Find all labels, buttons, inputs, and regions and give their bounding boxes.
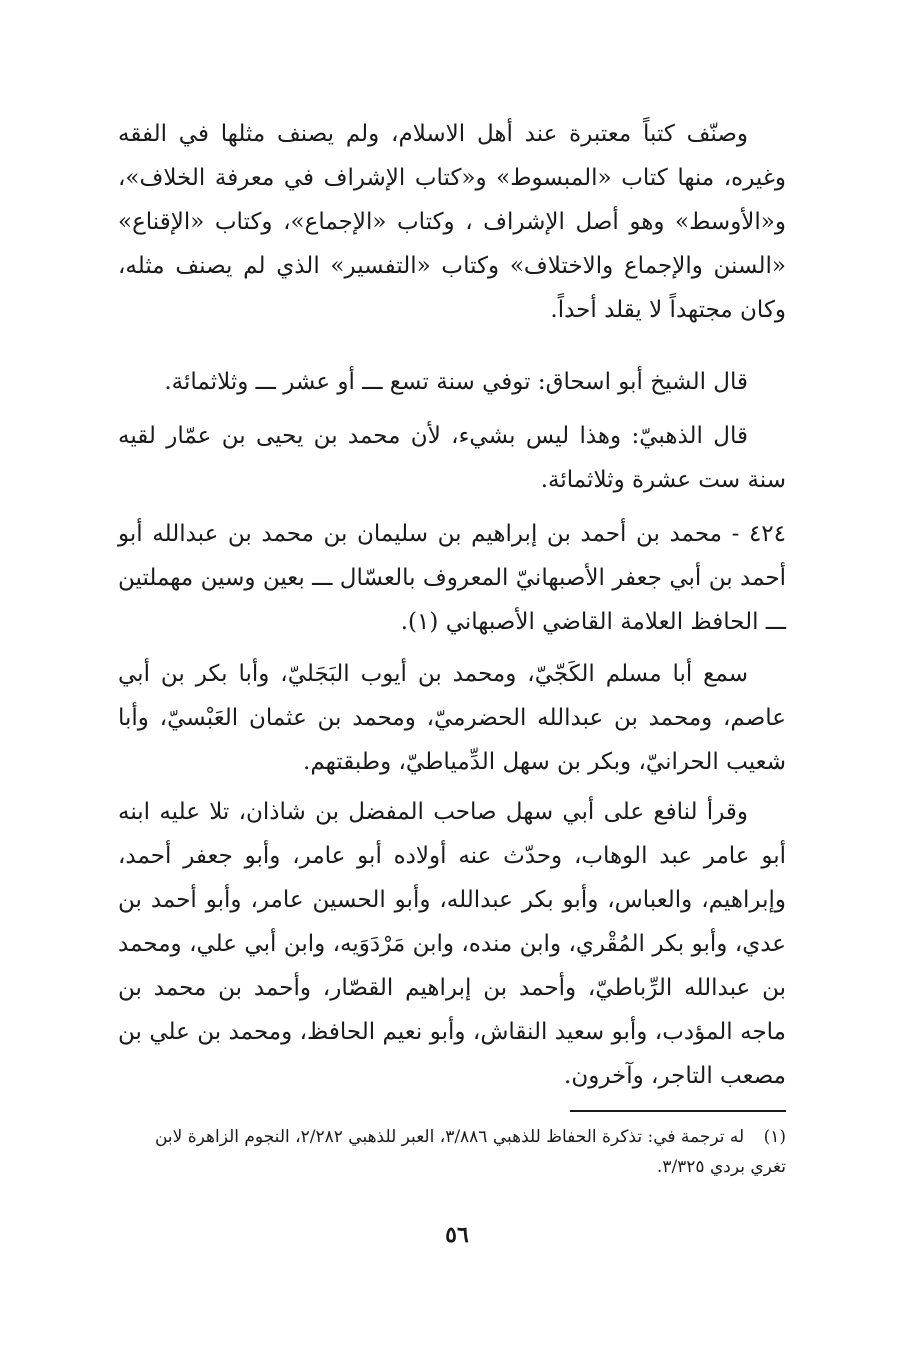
paragraph-teachers [118,652,786,784]
paragraph-author-works [118,112,786,332]
footnote-divider [570,1110,786,1112]
paragraph-dhahabi-comment [118,414,786,502]
paragraph-biography-entry [118,512,786,644]
footnote-text: له ترجمة في: تذكرة الحفاظ للذهبي ٣/٨٨٦، العبر للذهبي ٢/٢٨٢، النجوم الزاهرة لابن تغري بردي ٣/٣٢٥. [154,1127,786,1177]
footnote-number: (١) [763,1127,786,1147]
paragraph-text: سمع أبا مسلم الكَجّيّ، ومحمد بن أيوب البَجَليّ، وأبا بكر بن أبي عاصم، ومحمد بن عبدالله الحضرميّ، ومحمد بن عثمان العَبْسيّ، وأبا شعيب الحرانيّ، وبكر بن سهل الدِّمياطيّ، وطبقتهم. [118,661,786,775]
paragraph-students [118,790,786,1098]
paragraph-text: قال الذهبيّ: وهذا ليس بشيء، لأن محمد بن يحيى بن عمّار لقيه سنة ست عشرة وثلاثمائة. [118,423,786,493]
page-number: ٥٦ [445,1222,469,1248]
paragraph-text: ٤٢٤ - محمد بن أحمد بن إبراهيم بن سليمان بن محمد بن عبدالله أبو أحمد بن أبي جعفر الأصبهانيّ المعروف بالعسّال ـــ بعين وسين مهملتين ـــ الحافظ العلامة القاضي الأصبهاني (١). [118,521,786,635]
paragraph-text: قال الشيخ أبو اسحاق: توفي سنة تسع ـــ أو عشر ـــ وثلاثمائة. [164,369,748,395]
paragraph-text: وقرأ لنافع على أبي سهل صاحب المفضل بن شاذان، تلا عليه ابنه أبو عامر عبد الوهاب، وحدّث عنه أولاده أبو عامر، وأبو جعفر أحمد، وإبراهيم، والعباس، وأبو بكر عبدالله، وأبو الحسين عامر، وأبو أحمد بن عدي، وأبو بكر المُقْري، وابن منده، وابن مَرْدَوَيه، وابن أبي علي، ومحمد بن عبدالله الرِّباطيّ، وأحمد بن إبراهيم القصّار، وأحمد بن محمد بن ماجه المؤدب، وأبو سعيد النقاش، وأبو نعيم الحافظ، ومحمد بن علي بن مصعب التاجر، وآخرون. [118,799,786,1089]
paragraph-text: وصنّف كتباً معتبرة عند أهل الاسلام، ولم يصنف مثلها في الفقه وغيره، منها كتاب «المبسوط» و«كتاب الإشراف في معرفة الخلاف»، و«الأوسط» وهو أصل الإشراف ، وكتاب «الإجماع»، وكتاب «الإقناع» «السنن والإجماع والاختلاف» وكتاب «التفسير» الذي لم يصنف مثله، وكان مجتهداً لا يقلد أحداً. [118,121,786,323]
footnote [118,1122,786,1182]
paragraph-death-date [118,360,786,404]
